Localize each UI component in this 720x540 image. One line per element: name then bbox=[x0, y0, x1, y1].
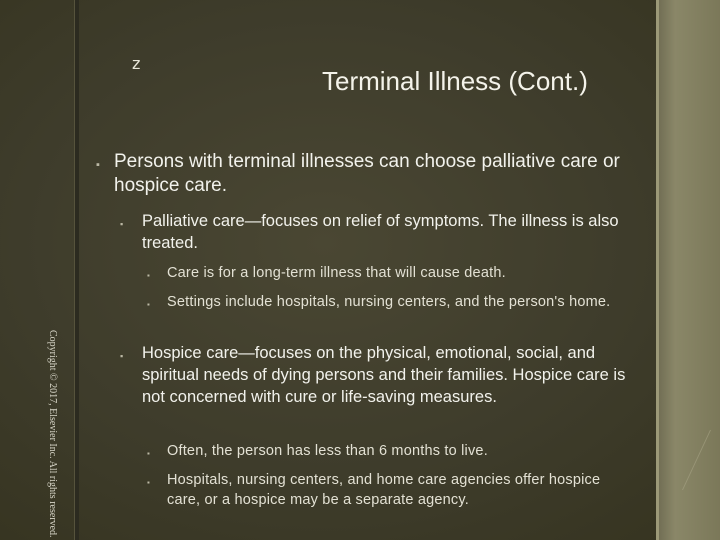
bullet-icon: ▪ bbox=[147, 478, 151, 487]
bullet-item bbox=[147, 441, 637, 464]
copyright-notice bbox=[44, 330, 58, 538]
left-rule bbox=[74, 0, 79, 540]
bullet-text: Hospitals, nursing centers, and home care agencies offer hospice care, or a hospice may be a separate agency. bbox=[167, 472, 601, 508]
bullet-text: Often, the person has less than 6 months to live. bbox=[167, 443, 488, 459]
slide-title: Terminal Illness (Cont.) bbox=[322, 66, 588, 96]
bullet-item bbox=[147, 470, 637, 510]
bullet-item bbox=[120, 210, 640, 254]
right-decorative-strip bbox=[656, 0, 720, 540]
bullet-item bbox=[147, 292, 637, 315]
bullet-icon: ▪ bbox=[147, 449, 151, 458]
logo-icon: z bbox=[132, 54, 141, 73]
bullet-icon: ▪ bbox=[120, 351, 124, 361]
bullet-text: Palliative care—focuses on relief of symptoms. The illness is also treated. bbox=[142, 212, 619, 252]
bullet-item bbox=[96, 150, 636, 198]
bullet-icon: ▪ bbox=[120, 219, 124, 229]
copyright-text: Copyright © 2017, Elsevier Inc. All rights reserved. bbox=[47, 330, 58, 538]
corner-decoration bbox=[682, 430, 720, 490]
bullet-text: Care is for a long-term illness that will cause death. bbox=[167, 265, 506, 281]
bullet-icon: ▪ bbox=[147, 300, 151, 309]
bullet-icon: ▪ bbox=[96, 159, 100, 171]
bullet-item bbox=[147, 263, 637, 286]
bullet-text: Persons with terminal illnesses can choose palliative care or hospice care. bbox=[114, 151, 620, 196]
bullet-text: Hospice care—focuses on the physical, emotional, social, and spiritual needs of dying persons and their families. Hospice care is not concerned with cure or life-saving measures. bbox=[142, 344, 626, 406]
bullet-item bbox=[120, 342, 640, 408]
bullet-icon: ▪ bbox=[147, 271, 151, 280]
bullet-text: Settings include hospitals, nursing centers, and the person's home. bbox=[167, 294, 611, 310]
